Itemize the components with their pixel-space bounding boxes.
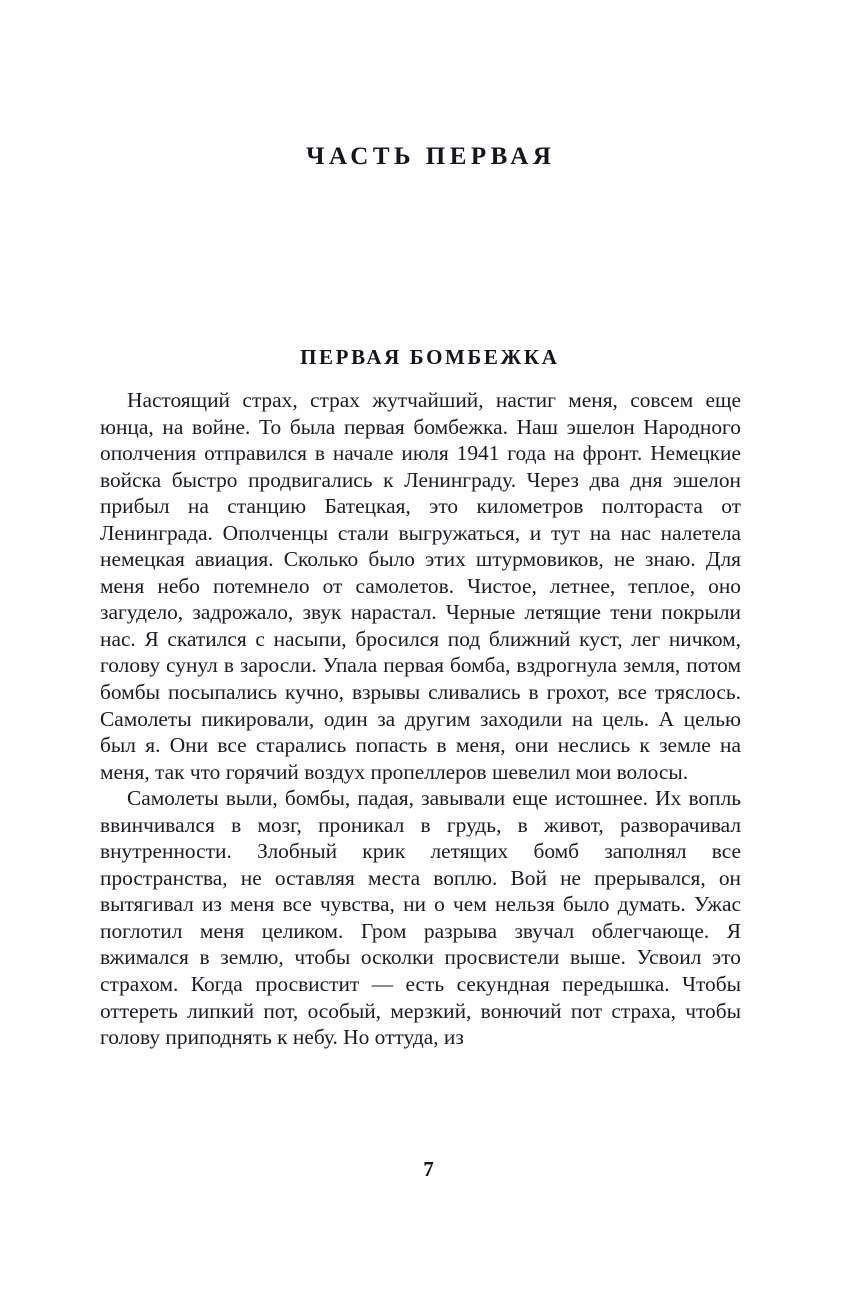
part-title: ЧАСТЬ ПЕРВАЯ [306,143,556,170]
chapter-title: ПЕРВАЯ БОМБЕЖКА [300,345,560,369]
body-text-block [100,387,741,1051]
page-number: 7 [423,1157,434,1181]
body-paragraph: Самолеты выли, бомбы, падая, завывали еще истошнее. Их вопль ввинчивался в мозг, проникал в грудь, в живот, разворачивал внутренности. Злобный крик летящих бомб заполнял все пространства, не оставляя места воплю. Вой не прерывался, он вытягивал из меня все чувства, ни о чем нельзя было думать. Ужас поглотил меня целиком. Гром разрыва звучал облегчающе. Я вжимался в землю, чтобы осколки просвистели выше. Усвоил это страхом. Когда просвистит — есть секундная передышка. Чтобы оттереть липкий пот, особый, мерзкий, вонючий пот страха, чтобы голову приподнять к небу. Но оттуда, из [100,786,741,1050]
body-paragraph: Настоящий страх, страх жутчайший, настиг меня, совсем еще юнца, на войне. То была первая бомбежка. Наш эшелон Народного ополчения отправился в начале июля 1941 года на фронт. Немецкие войска быстро продвигались к Ленинграду. Через два дня эшелон прибыл на станцию Батецкая, это километров полтораста от Ленинграда. Ополченцы стали выгружаться, и тут на нас налетела немецкая авиация. Сколько было этих штурмовиков, не знаю. Для меня небо потемнело от самолетов. Чистое, летнее, теплое, оно загудело, задрожало, звук нарастал. Черные летящие тени покрыли нас. Я скатился с насыпи, бросился под ближний куст, лег ничком, голову сунул в заросли. Упала первая бомба, вздрогнула земля, потом бомбы посыпались кучно, взрывы сливались в грохот, все тряслось. Самолеты пикировали, один за другим заходили на цель. А целью был я. Они все старались попасть в меня, они неслись к земле на меня, так что горячий воздух пропеллеров шевелил мои волосы. [100,388,741,784]
